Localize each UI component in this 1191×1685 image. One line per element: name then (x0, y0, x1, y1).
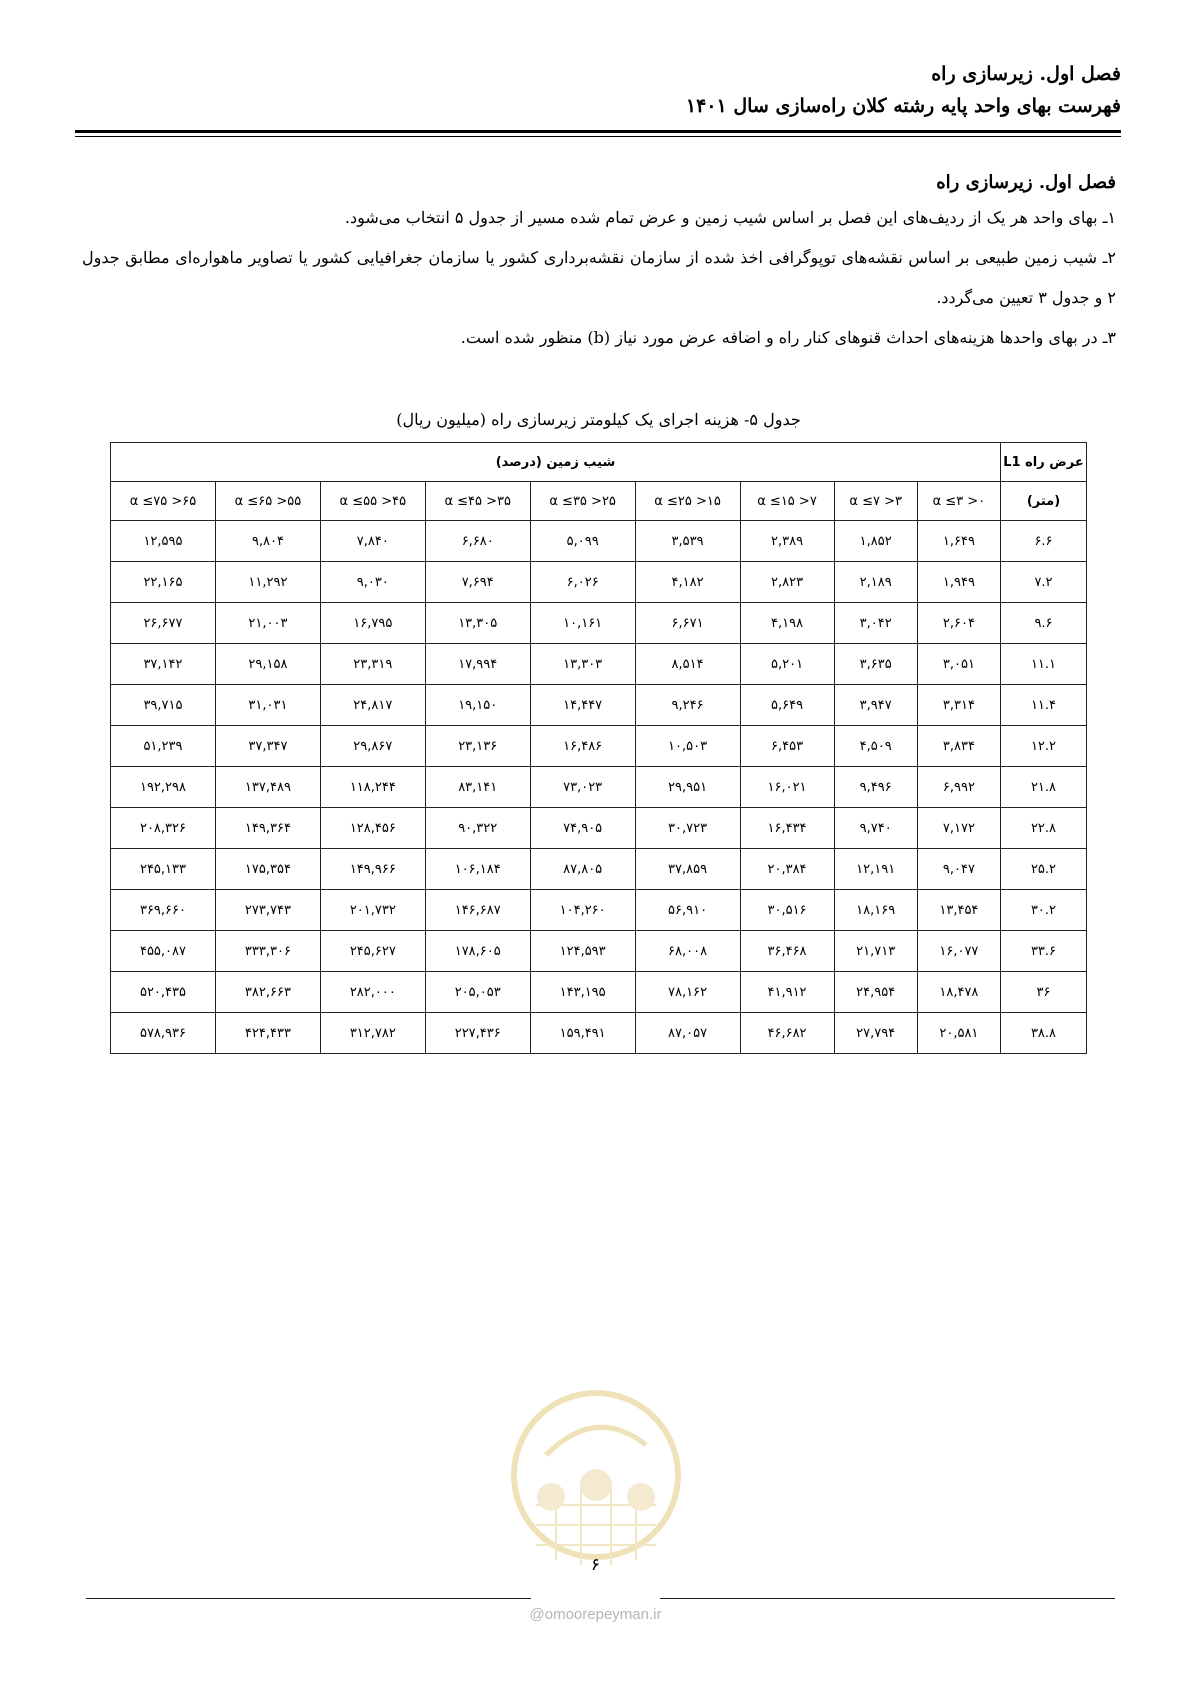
cost-cell: ۱۵۹,۴۹۱ (530, 1013, 635, 1054)
cost-cell: ۳,۰۴۲ (834, 603, 917, 644)
cost-cell: ۳۸۲,۶۶۳ (215, 972, 320, 1013)
cost-cell: ۱۸,۴۷۸ (917, 972, 1000, 1013)
cost-cell: ۶,۴۵۳ (740, 726, 834, 767)
road-width-cell: ۲۲.۸ (1001, 808, 1087, 849)
footer-rule-right (660, 1598, 1115, 1599)
cost-cell: ۸۷,۸۰۵ (530, 849, 635, 890)
watermark-gear-icon (580, 1469, 612, 1501)
cost-cell: ۲۰۸,۳۲۶ (111, 808, 216, 849)
cost-cell: ۸۷,۰۵۷ (635, 1013, 740, 1054)
cost-cell: ۱۴۶,۶۸۷ (425, 890, 530, 931)
slope-range-header: ۷< α ≤۱۵ (740, 482, 834, 521)
cost-cell: ۲۱,۷۱۳ (834, 931, 917, 972)
cost-cell: ۱۰,۵۰۳ (635, 726, 740, 767)
cost-cell: ۴۶,۶۸۲ (740, 1013, 834, 1054)
cost-cell: ۱۳,۴۵۴ (917, 890, 1000, 931)
table-row (111, 726, 1087, 767)
cost-cell: ۳۷,۱۴۲ (111, 644, 216, 685)
cost-cell: ۲,۱۸۹ (834, 562, 917, 603)
chapter-title: فصل اول. زیرسازی راه (931, 63, 1121, 85)
table-row (111, 890, 1087, 931)
header-rule-thin (75, 136, 1121, 137)
intro-section (82, 168, 1116, 358)
cost-cell: ۲۰۱,۷۳۲ (320, 890, 425, 931)
cost-cell: ۷۳,۰۲۳ (530, 767, 635, 808)
cost-cell: ۲۹,۹۵۱ (635, 767, 740, 808)
cost-cell: ۲۸۲,۰۰۰ (320, 972, 425, 1013)
width-unit: (متر) (1001, 482, 1087, 521)
cost-cell: ۱۷۵,۳۵۴ (215, 849, 320, 890)
cost-cell: ۹,۲۴۶ (635, 685, 740, 726)
road-width-cell: ۹.۶ (1001, 603, 1087, 644)
cost-cell: ۳۰,۵۱۶ (740, 890, 834, 931)
cost-cell: ۶۸,۰۰۸ (635, 931, 740, 972)
table-row (111, 603, 1087, 644)
cost-cell: ۱۶,۴۸۶ (530, 726, 635, 767)
road-width-cell: ۳۸.۸ (1001, 1013, 1087, 1054)
cost-cell: ۵۶,۹۱۰ (635, 890, 740, 931)
cost-cell: ۹,۰۳۰ (320, 562, 425, 603)
cost-cell: ۴۵۵,۰۸۷ (111, 931, 216, 972)
cost-table (110, 442, 1087, 1054)
cost-cell: ۳,۵۳۹ (635, 521, 740, 562)
table-header-row-2 (111, 482, 1087, 521)
watermark-calligraphy (546, 1427, 646, 1455)
cost-cell: ۳۶۹,۶۶۰ (111, 890, 216, 931)
cost-cell: ۲۰۵,۰۵۳ (425, 972, 530, 1013)
cost-cell: ۳۳۳,۳۰۶ (215, 931, 320, 972)
cost-cell: ۱۸,۱۶۹ (834, 890, 917, 931)
cost-cell: ۱,۶۴۹ (917, 521, 1000, 562)
table-row (111, 521, 1087, 562)
cost-cell: ۹۰,۳۲۲ (425, 808, 530, 849)
cost-cell: ۳,۸۳۴ (917, 726, 1000, 767)
page-number: ۶ (590, 1555, 601, 1575)
cost-cell: ۲,۶۰۴ (917, 603, 1000, 644)
table-row (111, 808, 1087, 849)
slope-range-header: ۰< α ≤۳ (917, 482, 1000, 521)
cost-cell: ۲۲۷,۴۳۶ (425, 1013, 530, 1054)
road-width-cell: ۲۱.۸ (1001, 767, 1087, 808)
cost-cell: ۱۴۹,۳۶۴ (215, 808, 320, 849)
table-row (111, 931, 1087, 972)
cost-cell: ۲۹,۱۵۸ (215, 644, 320, 685)
cost-cell: ۱۶,۰۷۷ (917, 931, 1000, 972)
watermark-scale-icon (537, 1483, 565, 1511)
header-rule-thick (75, 130, 1121, 133)
cost-cell: ۷,۶۹۴ (425, 562, 530, 603)
cost-cell: ۸۳,۱۴۱ (425, 767, 530, 808)
table-header-row-1 (111, 443, 1087, 482)
cost-cell: ۱۴۹,۹۶۶ (320, 849, 425, 890)
footer-rule-left (86, 1598, 531, 1599)
cost-cell: ۹,۰۴۷ (917, 849, 1000, 890)
cost-cell: ۵۷۸,۹۳۶ (111, 1013, 216, 1054)
cost-cell: ۱۲,۵۹۵ (111, 521, 216, 562)
cost-cell: ۴,۱۸۲ (635, 562, 740, 603)
cost-cell: ۳۷,۸۵۹ (635, 849, 740, 890)
cost-cell: ۷۸,۱۶۲ (635, 972, 740, 1013)
road-width-cell: ۱۱.۴ (1001, 685, 1087, 726)
cost-cell: ۲۹,۸۶۷ (320, 726, 425, 767)
cost-cell: ۲۱,۰۰۳ (215, 603, 320, 644)
cost-cell: ۱۷۸,۶۰۵ (425, 931, 530, 972)
cost-cell: ۱۶,۴۳۴ (740, 808, 834, 849)
cost-cell: ۲۷,۷۹۴ (834, 1013, 917, 1054)
width-header: عرض راه L1 (1001, 443, 1087, 482)
cost-cell: ۱۷,۹۹۴ (425, 644, 530, 685)
cost-cell: ۲۴۵,۱۳۳ (111, 849, 216, 890)
slope-range-header: ۱۵< α ≤۲۵ (635, 482, 740, 521)
cost-cell: ۶,۹۹۲ (917, 767, 1000, 808)
cost-cell: ۲۴,۸۱۷ (320, 685, 425, 726)
cost-cell: ۱,۸۵۲ (834, 521, 917, 562)
cost-cell: ۶,۰۲۶ (530, 562, 635, 603)
cost-cell: ۵۱,۲۳۹ (111, 726, 216, 767)
slope-range-header: ۳۵< α ≤۴۵ (425, 482, 530, 521)
cost-cell: ۷۴,۹۰۵ (530, 808, 635, 849)
table-row (111, 685, 1087, 726)
cost-cell: ۲۴,۹۵۴ (834, 972, 917, 1013)
slope-range-header: ۴۵< α ≤۵۵ (320, 482, 425, 521)
cost-cell: ۳,۳۱۴ (917, 685, 1000, 726)
footer-url: @omoorepeyman.ir (529, 1606, 662, 1623)
table-row (111, 562, 1087, 603)
cost-cell: ۶,۶۷۱ (635, 603, 740, 644)
cost-cell: ۲۶,۶۷۷ (111, 603, 216, 644)
cost-cell: ۷,۸۴۰ (320, 521, 425, 562)
table-body (111, 521, 1087, 1054)
cost-cell: ۵,۰۹۹ (530, 521, 635, 562)
cost-cell: ۳۰,۷۲۳ (635, 808, 740, 849)
road-width-cell: ۳۶ (1001, 972, 1087, 1013)
cost-cell: ۳۷,۳۴۷ (215, 726, 320, 767)
cost-cell: ۹,۸۰۴ (215, 521, 320, 562)
cost-cell: ۸,۵۱۴ (635, 644, 740, 685)
cost-cell: ۷,۱۷۲ (917, 808, 1000, 849)
road-width-cell: ۲۵.۲ (1001, 849, 1087, 890)
cost-cell: ۳۱۲,۷۸۲ (320, 1013, 425, 1054)
page-header (75, 58, 1121, 122)
cost-cell: ۲۲,۱۶۵ (111, 562, 216, 603)
cost-cell: ۱۴,۴۴۷ (530, 685, 635, 726)
cost-cell: ۱۶,۷۹۵ (320, 603, 425, 644)
slope-range-header: ۵۵< α ≤۶۵ (215, 482, 320, 521)
cost-cell: ۲۳,۱۳۶ (425, 726, 530, 767)
cost-cell: ۱۴۳,۱۹۵ (530, 972, 635, 1013)
road-width-cell: ۱۲.۲ (1001, 726, 1087, 767)
watermark-gear-icon-2 (627, 1483, 655, 1511)
cost-cell: ۳۶,۴۶۸ (740, 931, 834, 972)
slope-range-header: ۳< α ≤۷ (834, 482, 917, 521)
cost-cell: ۱۳,۳۰۳ (530, 644, 635, 685)
cost-cell: ۲,۸۲۳ (740, 562, 834, 603)
table-row (111, 767, 1087, 808)
road-width-cell: ۶.۶ (1001, 521, 1087, 562)
table-row (111, 1013, 1087, 1054)
cost-cell: ۱۳,۳۰۵ (425, 603, 530, 644)
cost-cell: ۱۹,۱۵۰ (425, 685, 530, 726)
cost-cell: ۴,۱۹۸ (740, 603, 834, 644)
cost-cell: ۱۶,۰۲۱ (740, 767, 834, 808)
cost-cell: ۱۳۷,۴۸۹ (215, 767, 320, 808)
cost-cell: ۱۰۴,۲۶۰ (530, 890, 635, 931)
cost-cell: ۴۱,۹۱۲ (740, 972, 834, 1013)
cost-cell: ۹,۷۴۰ (834, 808, 917, 849)
cost-cell: ۴,۵۰۹ (834, 726, 917, 767)
table-row (111, 849, 1087, 890)
cost-cell: ۲۷۳,۷۴۳ (215, 890, 320, 931)
cost-cell: ۱۲۴,۵۹۳ (530, 931, 635, 972)
cost-cell: ۱۰,۱۶۱ (530, 603, 635, 644)
table-row (111, 644, 1087, 685)
cost-cell: ۳,۰۵۱ (917, 644, 1000, 685)
road-width-cell: ۱۱.۱ (1001, 644, 1087, 685)
cost-cell: ۵,۶۴۹ (740, 685, 834, 726)
cost-cell: ۲۰,۵۸۱ (917, 1013, 1000, 1054)
cost-cell: ۱۲,۱۹۱ (834, 849, 917, 890)
cost-cell: ۳,۶۳۵ (834, 644, 917, 685)
table-caption: جدول ۵- هزینه اجرای یک کیلومتر زیرسازی راه (میلیون ریال) (396, 410, 801, 429)
cost-cell: ۱۱۸,۲۴۴ (320, 767, 425, 808)
cost-cell: ۲۴۵,۶۲۷ (320, 931, 425, 972)
slope-range-header: ۲۵< α ≤۳۵ (530, 482, 635, 521)
road-width-cell: ۳۰.۲ (1001, 890, 1087, 931)
cost-cell: ۱۰۶,۱۸۴ (425, 849, 530, 890)
cost-cell: ۲۰,۳۸۴ (740, 849, 834, 890)
section-title: فصل اول. زیرسازی راه (936, 172, 1116, 193)
cost-cell: ۹,۴۹۶ (834, 767, 917, 808)
paragraph-1: ۱ـ بهای واحد هر یک از ردیف‌های این فصل بر اساس شیب زمین و عرض تمام شده مسیر از جدول ۵ انتخاب می‌شود. (344, 208, 1116, 227)
document-title: فهرست بهای واحد پایه رشته کلان راه‌سازی سال ۱۴۰۱ (685, 95, 1121, 117)
cost-cell: ۴۲۴,۴۳۳ (215, 1013, 320, 1054)
cost-cell: ۲۳,۳۱۹ (320, 644, 425, 685)
paragraph-2: ۲ـ شیب زمین طبیعی بر اساس نقشه‌های توپوگرافی اخذ شده از سازمان نقشه‌برداری کشور یا سازمان جغرافیایی کشور یا تصاویر ماهواره‌ای مطابق جدول ۲ و جدول ۳ تعیین می‌گردد. (82, 248, 1116, 307)
cost-cell: ۱۹۲,۲۹۸ (111, 767, 216, 808)
cost-cell: ۵۲۰,۴۳۵ (111, 972, 216, 1013)
cost-cell: ۳,۹۴۷ (834, 685, 917, 726)
cost-cell: ۶,۶۸۰ (425, 521, 530, 562)
road-width-cell: ۳۳.۶ (1001, 931, 1087, 972)
slope-range-header: ۶۵< α ≤۷۵ (111, 482, 216, 521)
road-width-cell: ۷.۲ (1001, 562, 1087, 603)
cost-cell: ۱۲۸,۴۵۶ (320, 808, 425, 849)
paragraph-3: ۳ـ در بهای واحدها هزینه‌های احداث قنوهای کنار راه و اضافه عرض مورد نیاز (b) منظور شده است. (460, 328, 1116, 347)
cost-cell: ۵,۲۰۱ (740, 644, 834, 685)
cost-cell: ۳۹,۷۱۵ (111, 685, 216, 726)
cost-cell: ۲,۳۸۹ (740, 521, 834, 562)
cost-cell: ۳۱,۰۳۱ (215, 685, 320, 726)
cost-cell: ۱۱,۲۹۲ (215, 562, 320, 603)
cost-cell: ۱,۹۴۹ (917, 562, 1000, 603)
table-row (111, 972, 1087, 1013)
slope-header: شیب زمین (درصد) (111, 443, 1001, 482)
